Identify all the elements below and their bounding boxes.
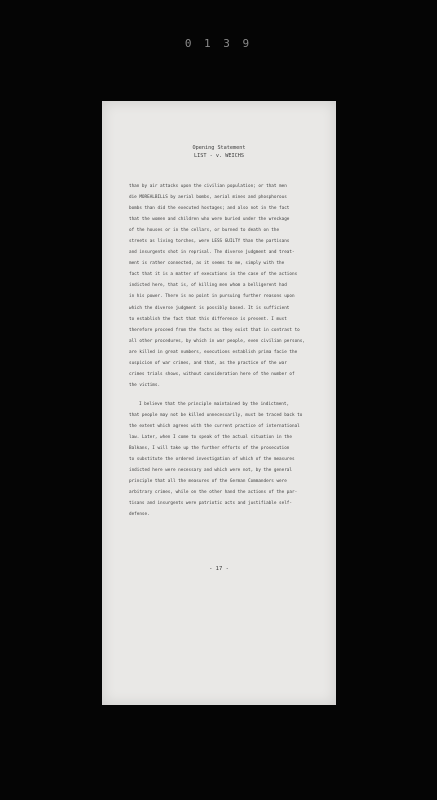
text-line: that people may not be killed unnecessarily, must be traced back to: [129, 412, 303, 418]
text-line: which the diverse judgment is possibly based. It is sufficient: [129, 305, 290, 311]
heading-title: Opening Statement: [192, 145, 246, 151]
text-line: crimes trials shows, without consideration here of the number of: [129, 371, 295, 377]
text-line: die MOREALBILLS by aerial bombs, aerial mines and phosphorous: [129, 195, 287, 201]
text-line: the extent which agrees with the current practice of international: [129, 423, 300, 429]
text-line: principle that all the measures of the German Commanders were: [129, 479, 287, 485]
paragraph-gap: [129, 391, 329, 399]
text-line: of the houses or in the cellars, or burned to death on the: [129, 228, 280, 234]
text-line: I believe that the principle maintained by the indictment,: [139, 401, 290, 407]
text-line: bombs than did the executed hostages; and also not in the fact: [129, 206, 290, 212]
text-line: are killed in great numbers, executions establish prima facie the: [129, 349, 298, 355]
text-line: ment is rather connected, as it seems to me, simply with the: [129, 261, 285, 267]
frame-number: 0 1 3 9: [184, 37, 253, 50]
text-line: tisans and insurgents were patriotic acts and justifiable self-: [129, 501, 292, 507]
text-line: than by air attacks upon the civilian population; or that men: [129, 184, 287, 189]
text-line: arbitrary crimes, while on the other hand the actions of the par-: [129, 490, 298, 496]
text-line: defense.: [129, 512, 150, 518]
text-line: in his power. There is no point in pursuing further reasons upon: [129, 294, 295, 300]
text-line: suspicion of war crimes, and that, as the practice of the war: [129, 360, 287, 366]
text-line: to substitute the ordered investigation of which of the measures: [129, 457, 295, 463]
text-line: fact that it is a matter of executions in the case of the actions: [129, 272, 298, 278]
text-line: therefore proceed from the facts as they exist that in contrast to: [129, 327, 300, 333]
text-line: indicted here were necessary and which were not, by the general: [129, 468, 292, 474]
text-line: Balkans, I will take up the further efforts of the prosecution: [129, 446, 290, 452]
document-body: [129, 181, 329, 520]
text-line: that the women and children who were buried under the wreckage: [129, 217, 290, 223]
page-number: - 17 -: [209, 566, 229, 572]
text-line: and insurgents shot in reprisal. The diverse judgment and treat-: [129, 250, 295, 256]
document-page: [102, 101, 336, 705]
heading-case: LIST - v. WEICHS: [194, 153, 244, 159]
text-line: law. Later, when I come to speak of the actual situation in the: [129, 435, 292, 441]
text-line: to establish the fact that this difference is present. I must: [129, 316, 287, 322]
text-line: streets as living torches, were LESS GUILTY than the partisans: [129, 239, 290, 245]
text-line: the victims.: [129, 382, 161, 388]
text-line: indicted here, that is, of killing men whom a belligerent had: [129, 283, 287, 289]
text-line: all other procedures, by which in war people, even civilian persons,: [129, 338, 305, 344]
